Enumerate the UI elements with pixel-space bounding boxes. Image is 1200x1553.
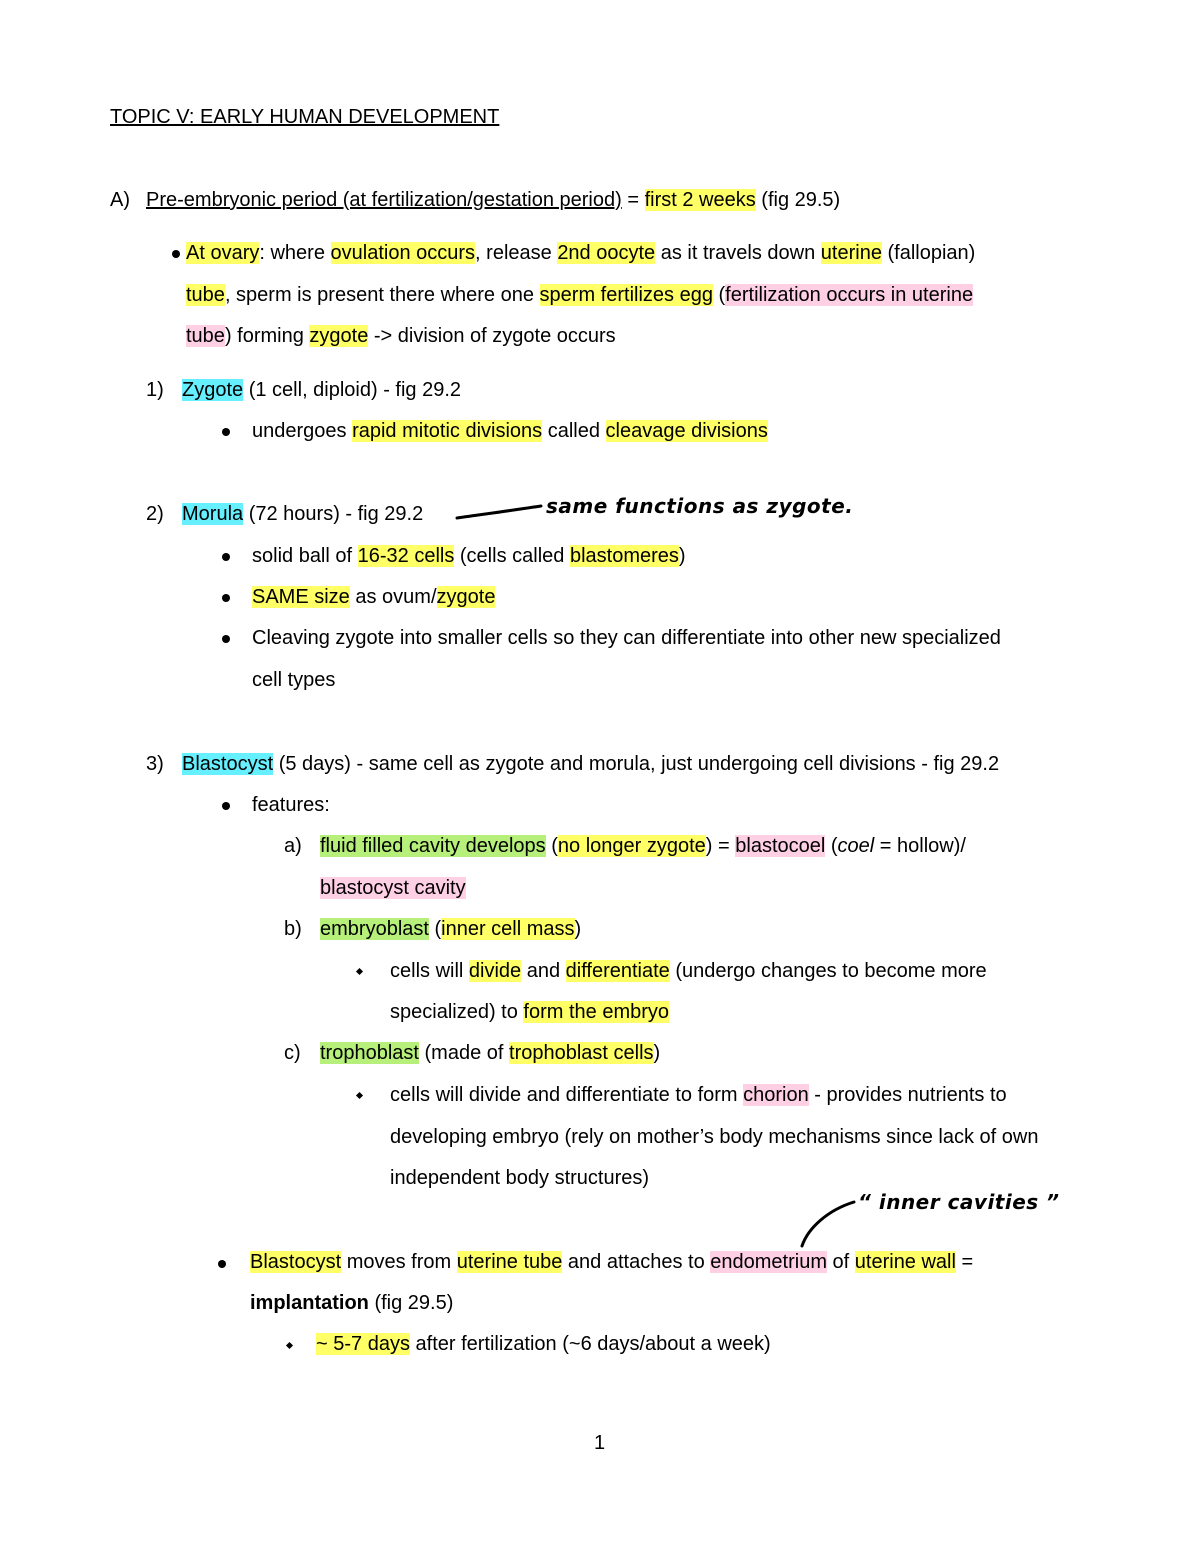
highlight: rapid mitotic divisions: [352, 420, 543, 442]
feature-c-sub-1-cont: developing embryo (rely on mother’s body mechanisms since lack of own: [390, 1126, 1039, 1148]
highlight: inner cell mass: [441, 918, 575, 940]
feature-b: [284, 916, 581, 942]
text: moves from: [341, 1251, 457, 1273]
text: (: [545, 835, 558, 857]
item-letter: a): [284, 835, 302, 857]
handwritten-arrow-line: [455, 500, 545, 524]
highlight: embryoblast: [320, 918, 429, 940]
highlight: divide: [468, 960, 522, 982]
highlight: uterine tube: [456, 1251, 563, 1273]
bullet-dot-icon: [222, 428, 230, 436]
text: undergoes: [252, 420, 353, 442]
text: (undergo changes to become more: [669, 960, 987, 982]
text: cells will divide and differentiate to form: [390, 1084, 744, 1106]
highlight: uterine: [820, 242, 882, 264]
zygote-bullet-1: [252, 418, 768, 444]
text: : where: [259, 242, 331, 264]
text: and attaches to: [562, 1251, 711, 1273]
highlight: zygote: [436, 586, 496, 608]
text: (: [825, 835, 838, 857]
page-number: 1: [594, 1432, 606, 1454]
text: (72 hours) - fig 29.2: [243, 503, 424, 525]
bullet-dot-icon: [222, 635, 230, 643]
section-a-title: Pre-embryonic period (at fertilization/gestation period): [146, 189, 622, 211]
text: ): [574, 918, 582, 940]
highlight: 2nd oocyte: [557, 242, 656, 264]
text: (: [428, 918, 442, 940]
text: ) forming: [224, 325, 310, 347]
highlight: fluid filled cavity develops: [320, 835, 546, 857]
highlight: tube: [186, 325, 225, 347]
text: - provides nutrients to: [808, 1084, 1007, 1106]
handwritten-note-morula: same functions as zygote.: [546, 494, 854, 518]
bullet-diamond-icon: [356, 1092, 363, 1099]
highlight: trophoblast cells: [509, 1042, 654, 1064]
bullet-dot-icon: [222, 553, 230, 561]
highlight: ~ 5-7 days: [316, 1333, 410, 1355]
features-label: features:: [252, 794, 330, 816]
text: (5 days) - same cell as zygote and morula, just undergoing cell divisions - fig 29.2: [273, 753, 1000, 775]
highlight: differentiate: [565, 960, 670, 982]
morula-heading: [146, 501, 423, 527]
section-a-heading: [110, 187, 840, 213]
text: (1 cell, diploid) - fig 29.2: [243, 379, 462, 401]
highlight: fertilization occurs in uterine: [725, 284, 974, 306]
feature-b-sub-1-cont: [390, 999, 669, 1025]
feature-a: [284, 833, 966, 859]
blastocyst-heading: [146, 751, 999, 777]
feature-c: [284, 1040, 660, 1066]
item-number: 3): [146, 753, 164, 775]
bullet-diamond-icon: [356, 968, 363, 975]
highlight: form the embryo: [523, 1001, 670, 1023]
highlight: endometrium: [710, 1251, 827, 1273]
morula-bullet-3-cont: cell types: [252, 669, 336, 691]
text: after fertilization (~6 days/about a week): [409, 1333, 771, 1355]
section-a-eq: =: [621, 189, 645, 211]
highlight: blastocyst cavity: [320, 877, 466, 899]
implant-line-2: [250, 1290, 453, 1316]
highlight: chorion: [743, 1084, 809, 1106]
ovary-line-2: [186, 282, 973, 308]
feature-a-cont: [320, 875, 466, 901]
item-letter: b): [284, 918, 302, 940]
text: solid ball of: [252, 545, 358, 567]
text: (cells called: [454, 545, 570, 567]
text: of: [826, 1251, 855, 1273]
implant-line-1: [250, 1249, 973, 1275]
highlight: uterine wall: [854, 1251, 956, 1273]
text: , sperm is present there where one: [224, 284, 540, 306]
highlight: no longer zygote: [557, 835, 706, 857]
text: as ovum/: [349, 586, 437, 608]
item-number: 2): [146, 503, 164, 525]
text: ): [653, 1042, 661, 1064]
text: = hollow)/: [874, 835, 966, 857]
section-a-duration: first 2 weeks: [644, 189, 756, 211]
highlight: Morula: [182, 503, 244, 525]
highlight: blastomeres: [569, 545, 679, 567]
highlight: cleavage divisions: [605, 420, 768, 442]
bullet-dot-icon: [222, 594, 230, 602]
section-a-letter: A): [110, 189, 130, 211]
text: ) =: [705, 835, 736, 857]
text: (fallopian): [881, 242, 976, 264]
implant-sub-1: [316, 1331, 771, 1357]
text: (made of: [418, 1042, 510, 1064]
text: =: [955, 1251, 974, 1273]
highlight: ovulation occurs: [330, 242, 476, 264]
feature-c-sub-1-cont-2: independent body structures): [390, 1167, 650, 1189]
item-number: 1): [146, 379, 164, 401]
text: as it travels down: [655, 242, 821, 264]
text: and: [521, 960, 566, 982]
text: ): [678, 545, 686, 567]
feature-c-sub-1: [390, 1082, 1007, 1108]
feature-b-sub-1: [390, 958, 987, 984]
highlight: Zygote: [182, 379, 244, 401]
text: specialized) to: [390, 1001, 524, 1023]
handwritten-arrow-line: [798, 1198, 858, 1250]
ovary-line-3: [186, 323, 616, 349]
handwritten-note-cavities: “ inner cavities ”: [858, 1190, 1060, 1214]
text: cells will: [390, 960, 469, 982]
morula-bullet-3: Cleaving zygote into smaller cells so they can differentiate into other new specialized: [252, 627, 1001, 649]
highlight: blastocoel: [735, 835, 826, 857]
highlight: Blastocyst: [250, 1251, 342, 1273]
highlight: zygote: [309, 325, 369, 347]
zygote-heading: [146, 377, 461, 403]
bullet-dot-icon: [172, 250, 180, 258]
text: , release: [475, 242, 558, 264]
highlight: sperm fertilizes egg: [539, 284, 713, 306]
highlight: Blastocyst: [182, 753, 274, 775]
bullet-diamond-icon: [286, 1342, 293, 1349]
page-title: TOPIC V: EARLY HUMAN DEVELOPMENT: [110, 106, 500, 128]
highlight: At ovary: [186, 242, 260, 264]
text: -> division of zygote occurs: [368, 325, 616, 347]
italic-text: coel: [837, 835, 875, 857]
highlight: tube: [186, 284, 225, 306]
bullet-dot-icon: [222, 802, 230, 810]
section-a-fig: (fig 29.5): [755, 189, 841, 211]
ovary-line-1: [186, 240, 975, 266]
highlight: 16-32 cells: [357, 545, 455, 567]
text: (: [712, 284, 726, 306]
bullet-dot-icon: [218, 1260, 226, 1268]
bold-text: implantation: [250, 1292, 369, 1314]
text: (fig 29.5): [368, 1292, 454, 1314]
item-letter: c): [284, 1042, 301, 1064]
morula-bullet-2: [252, 584, 495, 610]
text: called: [542, 420, 606, 442]
highlight: SAME size: [252, 586, 350, 608]
morula-bullet-1: [252, 543, 686, 569]
highlight: trophoblast: [320, 1042, 419, 1064]
